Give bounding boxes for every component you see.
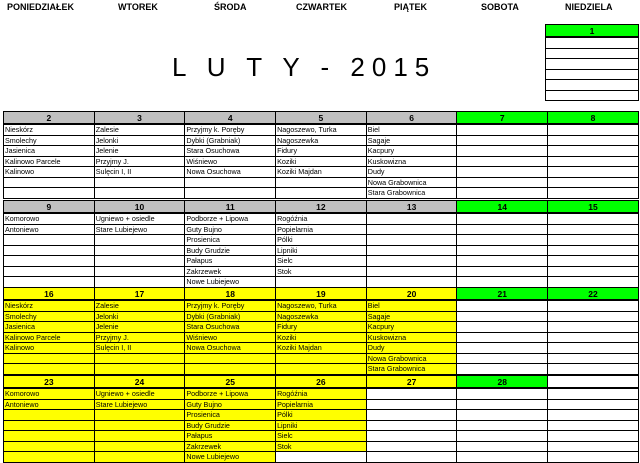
calendar-cell [548,343,639,354]
calendar-cell [548,312,639,323]
day-number: 5 [276,112,367,125]
calendar-cell: Przyjmy k. Poręby [185,301,276,312]
calendar-cell [367,235,458,246]
week-block [3,200,639,288]
calendar-cell: Przyjmy k. Poręby [185,125,276,136]
calendar-cell [95,442,186,453]
calendar-cell: Wiśniewo [185,333,276,344]
calendar-cell [367,267,458,278]
calendar-cell: Sulęcin I, II [95,343,186,354]
calendar-cell: Nieskórz [4,301,95,312]
calendar-cell: Guty Bujno [185,400,276,411]
calendar-cell [457,157,548,168]
day-number: 19 [276,288,367,301]
calendar-cell: Ugniewo + osiedle [95,214,186,225]
day-number: 4 [185,112,276,125]
calendar-cell: Jelenie [95,146,186,157]
weekday-label: WTOREK [118,2,158,12]
calendar-cell [276,452,367,463]
calendar-cell [546,38,639,49]
calendar-cell: Smolechy [4,136,95,147]
day-number: 28 [457,376,548,389]
calendar-cell [548,364,639,375]
day-number: 27 [367,376,458,389]
calendar-cell [4,354,95,365]
calendar-cell [457,301,548,312]
calendar-cell: Nagoszewka [276,136,367,147]
calendar-cell [548,354,639,365]
calendar-cell [548,246,639,257]
calendar-cell [95,235,186,246]
calendar-cell [95,277,186,288]
calendar-cell [457,178,548,189]
calendar-cell: Stara Grabownica [367,364,458,375]
calendar-cell: Kacpury [367,146,458,157]
calendar-cell [548,125,639,136]
calendar-cell [95,364,186,375]
calendar-cell [95,354,186,365]
calendar-cell: Kalinowo Parcele [4,157,95,168]
first-sunday-box [545,24,639,101]
day-number: 20 [367,288,458,301]
calendar-cell: Stara Grabownica [367,188,458,199]
calendar-cell: Nowe Lubiejewo [185,452,276,463]
calendar-cell [546,70,639,81]
calendar-cell [457,400,548,411]
calendar-cell: Przyjmy J. [95,157,186,168]
calendar-cell [367,389,458,400]
calendar-cell: Pałapus [185,256,276,267]
calendar-cell [548,167,639,178]
calendar-cell [95,421,186,432]
calendar-cell [4,277,95,288]
calendar-cell [548,442,639,453]
calendar-cell: Stara Osuchowa [185,322,276,333]
calendar-cell: Stare Lubiejewo [95,400,186,411]
calendar-cell [4,431,95,442]
calendar-cell [548,146,639,157]
calendar-cell: Podborze + Lipowa [185,389,276,400]
calendar-cell: Jelenie [95,322,186,333]
calendar-cell [548,400,639,411]
calendar-cell [4,410,95,421]
calendar-cell [546,59,639,70]
calendar-cell [185,188,276,199]
calendar-cell [457,246,548,257]
calendar-cell [4,178,95,189]
calendar-cell: Biel [367,301,458,312]
calendar-cell: Dybki (Grabniak) [185,136,276,147]
calendar-cell [546,49,639,60]
day-number: 7 [457,112,548,125]
calendar-cell: Zalesie [95,125,186,136]
calendar-cell: Dudy [367,343,458,354]
calendar-cell [546,91,639,102]
calendar-cell [457,389,548,400]
calendar-cell [457,214,548,225]
calendar-cell [276,277,367,288]
calendar-cell [95,452,186,463]
calendar-cell: Smolechy [4,312,95,323]
calendar-cell: Biel [367,125,458,136]
calendar-cell [457,136,548,147]
calendar-cell [185,354,276,365]
day-number: 9 [4,201,95,214]
calendar-cell [276,364,367,375]
day-number: 16 [4,288,95,301]
calendar-cell [457,452,548,463]
calendar-cell: Sagaje [367,136,458,147]
calendar-cell [95,431,186,442]
calendar-cell: Wiśniewo [185,157,276,168]
calendar-cell [548,188,639,199]
calendar-cell [367,452,458,463]
calendar-cell [546,80,639,91]
calendar-cell: Nowa Osuchowa [185,167,276,178]
calendar-cell: Budy Grudzie [185,246,276,257]
day-number: 1 [546,25,639,38]
weekday-label: PONIEDZIAŁEK [7,2,75,12]
calendar-cell: Popielarnia [276,225,367,236]
calendar-cell [4,256,95,267]
day-number: 14 [457,201,548,214]
calendar-cell: Nowa Grabownica [367,354,458,365]
calendar-cell [95,410,186,421]
calendar-cell: Komorowo [4,214,95,225]
calendar-cell: Fidury [276,322,367,333]
calendar-cell: Sulęcin I, II [95,167,186,178]
calendar-cell [457,146,548,157]
calendar-cell [457,277,548,288]
calendar-cell [95,178,186,189]
calendar-cell [548,277,639,288]
calendar-cell [548,452,639,463]
calendar-cell [457,125,548,136]
day-number: 15 [548,201,639,214]
day-number: 21 [457,288,548,301]
calendar-cell [367,431,458,442]
calendar-cell: Przyjmy J. [95,333,186,344]
calendar-cell [95,188,186,199]
calendar-cell [457,364,548,375]
calendar-cell [457,322,548,333]
calendar-cell: Kalinowo [4,343,95,354]
calendar-cell [457,256,548,267]
calendar-cell [4,188,95,199]
calendar-cell [548,214,639,225]
calendar-cell: Koziki [276,157,367,168]
calendar-cell [548,136,639,147]
calendar-cell: Lipniki [276,246,367,257]
day-number: 23 [4,376,95,389]
calendar-cell [367,410,458,421]
calendar-cell [367,277,458,288]
day-number [548,376,639,389]
day-number: 17 [95,288,186,301]
calendar-cell: Stara Osuchowa [185,146,276,157]
calendar-cell [457,421,548,432]
calendar-cell [457,167,548,178]
calendar-cell [367,214,458,225]
calendar-cell: Zakrzewek [185,442,276,453]
calendar-cell [276,354,367,365]
day-number: 12 [276,201,367,214]
weekday-label: ŚRODA [214,2,247,12]
calendar-cell: Nagoszewo, Turka [276,125,367,136]
calendar-cell [4,442,95,453]
weekday-label: SOBOTA [481,2,519,12]
calendar-cell [548,410,639,421]
calendar-cell [548,431,639,442]
calendar-cell [548,235,639,246]
calendar-cell: Kacpury [367,322,458,333]
calendar-cell: Stare Lubiejewo [95,225,186,236]
calendar-cell: Jasienica [4,322,95,333]
calendar-cell: Popielarnia [276,400,367,411]
calendar-cell [457,442,548,453]
calendar-cell: Kalinowo Parcele [4,333,95,344]
calendar-cell: Budy Grudzie [185,421,276,432]
calendar-cell [367,256,458,267]
calendar-cell [276,178,367,189]
calendar-cell [185,364,276,375]
calendar-cell: Sagaje [367,312,458,323]
calendar-cell [95,246,186,257]
calendar-cell [95,267,186,278]
calendar-cell: Nagoszewo, Turka [276,301,367,312]
calendar-cell: Nieskórz [4,125,95,136]
calendar-cell: Jasienica [4,146,95,157]
calendar-cell [548,178,639,189]
calendar-cell: Jelonki [95,312,186,323]
day-number: 25 [185,376,276,389]
calendar-cell [4,421,95,432]
calendar-cell: Kuskowizna [367,333,458,344]
calendar-cell [457,410,548,421]
weekday-label: NIEDZIELA [565,2,613,12]
calendar-cell [457,354,548,365]
calendar-cell: Lipniki [276,421,367,432]
calendar-cell [367,246,458,257]
calendar-cell [457,235,548,246]
calendar-cell [457,333,548,344]
week-block [3,375,639,463]
calendar-cell: Zalesie [95,301,186,312]
day-number: 3 [95,112,186,125]
calendar-cell: Nowe Lubiejewo [185,277,276,288]
calendar-cell: Antoniewo [4,400,95,411]
calendar-cell: Stok [276,442,367,453]
calendar-cell [548,421,639,432]
calendar-cell [548,256,639,267]
calendar-cell: Dybki (Grabniak) [185,312,276,323]
calendar-cell [548,333,639,344]
calendar-cell: Jelonki [95,136,186,147]
calendar-cell [4,452,95,463]
calendar-cell [276,188,367,199]
calendar-cell: Kalinowo [4,167,95,178]
calendar-cell: Rogóźnia [276,389,367,400]
calendar-cell [457,188,548,199]
calendar-cell: Antoniewo [4,225,95,236]
calendar-cell [4,246,95,257]
day-number: 22 [548,288,639,301]
day-number: 6 [367,112,458,125]
calendar-cell [457,267,548,278]
calendar-cell [367,225,458,236]
calendar-cell [4,267,95,278]
week-block [3,287,639,375]
day-number: 8 [548,112,639,125]
calendar-cell [4,364,95,375]
calendar-cell: Guty Bujno [185,225,276,236]
calendar-cell [457,431,548,442]
calendar-cell: Koziki [276,333,367,344]
calendar-cell: Prosienica [185,410,276,421]
calendar-cell: Ugniewo + osiedle [95,389,186,400]
week-block [3,111,639,199]
calendar-cell [367,442,458,453]
calendar-cell [548,389,639,400]
calendar-cell [457,312,548,323]
calendar-cell [185,178,276,189]
calendar-cell: Nagoszewka [276,312,367,323]
calendar-cell: Nowa Grabownica [367,178,458,189]
calendar-cell: Sielc [276,431,367,442]
calendar-cell: Fidury [276,146,367,157]
calendar-cell [367,421,458,432]
day-number: 10 [95,201,186,214]
calendar-cell: Prosienica [185,235,276,246]
calendar-cell: Zakrzewek [185,267,276,278]
calendar-cell: Rogóźnia [276,214,367,225]
calendar-cell [4,235,95,246]
calendar-cell [457,225,548,236]
calendar-cell [548,267,639,278]
calendar-cell: Pałapus [185,431,276,442]
calendar-cell: Kuskowizna [367,157,458,168]
calendar-cell: Nowa Osuchowa [185,343,276,354]
calendar-cell [95,256,186,267]
page-title: L U T Y - 2015 [172,52,437,82]
calendar-cell [548,322,639,333]
calendar-cell: Sielc [276,256,367,267]
day-number: 26 [276,376,367,389]
day-number: 24 [95,376,186,389]
calendar-cell: Pólki [276,410,367,421]
calendar-cell: Pólki [276,235,367,246]
calendar-cell [367,400,458,411]
weekday-label: PIĄTEK [394,2,428,12]
calendar-cell: Podborze + Lipowa [185,214,276,225]
calendar-cell: Koziki Majdan [276,343,367,354]
calendar-cell [548,301,639,312]
day-number: 11 [185,201,276,214]
weekday-label: CZWARTEK [296,2,347,12]
day-number: 18 [185,288,276,301]
calendar-cell: Koziki Majdan [276,167,367,178]
calendar-cell: Komorowo [4,389,95,400]
day-number: 2 [4,112,95,125]
calendar-cell: Dudy [367,167,458,178]
calendar-cell: Stok [276,267,367,278]
calendar-cell [548,157,639,168]
calendar-cell [548,225,639,236]
calendar-cell [457,343,548,354]
day-number: 13 [367,201,458,214]
